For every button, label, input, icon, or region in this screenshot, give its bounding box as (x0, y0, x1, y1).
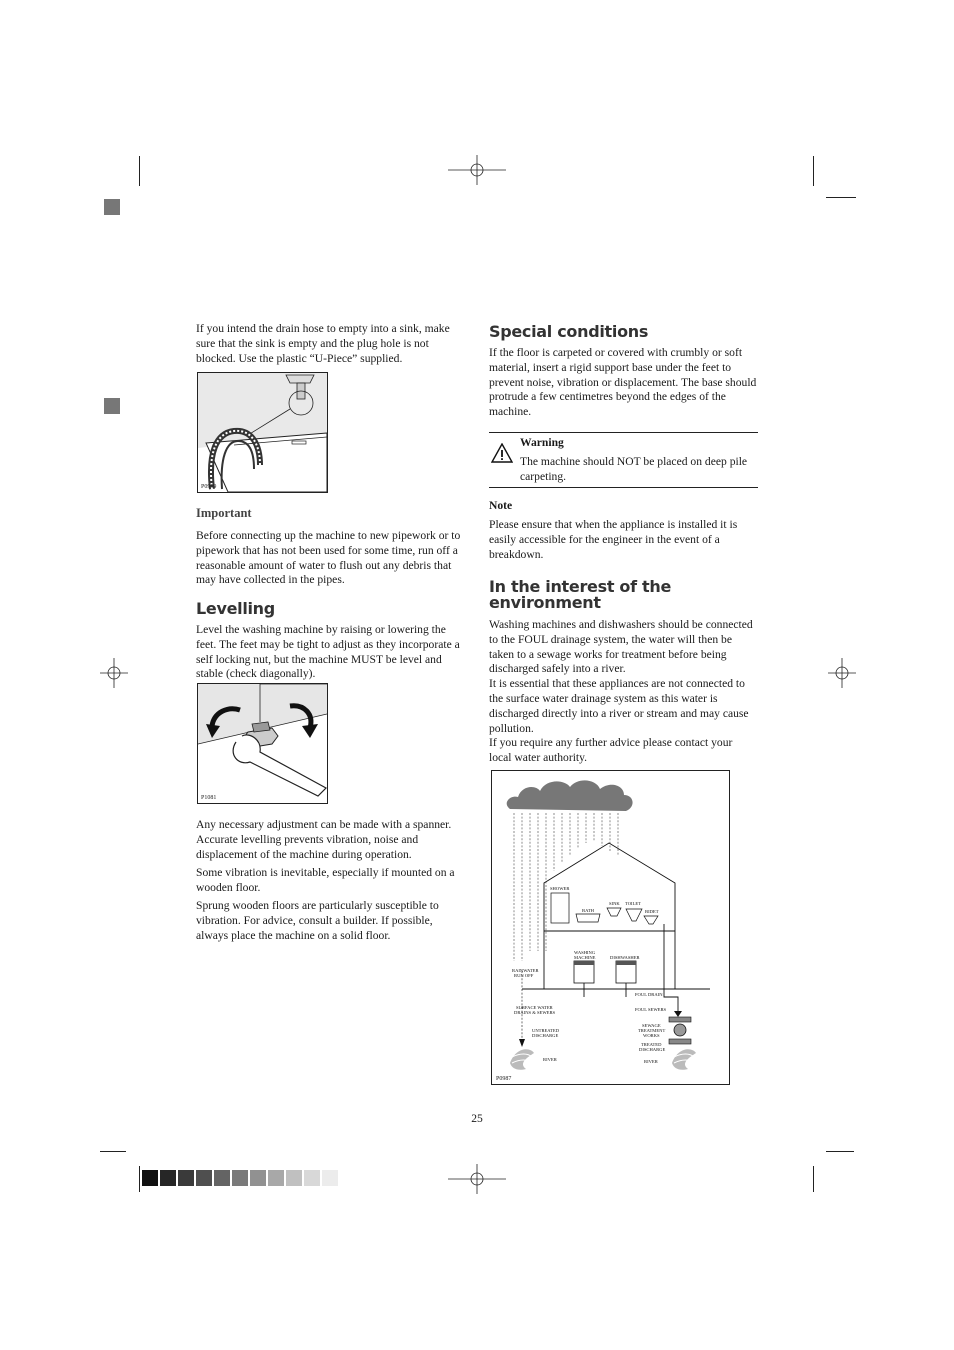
label-treated-1: TREATED (641, 1042, 662, 1047)
label-rainwater-2: RUN OFF (514, 973, 534, 978)
sink-icon (607, 908, 621, 916)
label-sink: SINK (609, 901, 620, 906)
label-bath: BATH (582, 908, 594, 913)
vibration-paragraph: Some vibration is inevitable, especially if mounted on a wooden floor. (196, 866, 455, 894)
important-paragraph: Before connecting up the machine to new pipework or to pipework that has not been used for some time, run off a reasonable amount of water to flush out any debris that may have collected in the pipes. (196, 529, 461, 587)
label-untreated-2: DISCHARGE (532, 1033, 559, 1038)
label-surface-water-1: SURFACE WATER (516, 1005, 553, 1010)
note-paragraph: Please ensure that when the appliance is installed it is easily accessible for the engineer in the event of a breakdown. (489, 518, 738, 561)
warning-box (489, 432, 758, 488)
label-sewage-3: WORKS (643, 1033, 660, 1038)
label-toilet: TOILET (625, 901, 641, 906)
label-river-left: RIVER (543, 1057, 557, 1062)
print-marker-square (104, 199, 120, 215)
label-river-right: RIVER (644, 1059, 658, 1064)
special-conditions-heading: Special conditions (489, 322, 649, 341)
important-heading: Important (196, 506, 252, 520)
sewage-works-icon (674, 1024, 686, 1036)
label-bidet: BIDET (645, 909, 659, 914)
registration-mark-top (448, 155, 506, 185)
label-washing-machine-2: MACHINE (574, 955, 596, 960)
color-swatch (304, 1170, 320, 1186)
label-treated-2: DISCHARGE (639, 1047, 666, 1052)
color-swatch (322, 1170, 338, 1186)
color-swatch (286, 1170, 302, 1186)
shower-icon (551, 893, 569, 923)
color-swatch (142, 1170, 158, 1186)
registration-mark-left (100, 658, 128, 688)
warning-triangle-icon (491, 443, 513, 463)
registration-mark-right (828, 658, 856, 688)
registration-mark-bottom (448, 1164, 506, 1194)
color-swatch (232, 1170, 248, 1186)
color-swatch (268, 1170, 284, 1186)
levelling-paragraph: Level the washing machine by raising or lowering the feet. The feet may be tight to adjust as they incorporate a self locking nut, but the machine MUST be level and stable (check diagonally). (196, 623, 460, 681)
label-sewage-1: SEWAGE (642, 1023, 661, 1028)
environment-paragraph-1: Washing machines and dishwashers should be connected to the FOUL drainage system, the water will then be taken to a sewage works for treatment before being discharged safely into a river. (489, 618, 753, 676)
wooden-floor-paragraph: Sprung wooden floors are particularly susceptible to vibration. For advice, consult a builder. If possible, always place the machine on a solid floor. (196, 899, 439, 942)
figure-spanner-levelling (197, 683, 328, 804)
label-sewage-2: TREATMENT (638, 1028, 666, 1033)
label-foul-drain: FOUL DRAIN (635, 992, 663, 997)
levelling-heading: Levelling (196, 599, 275, 618)
environment-heading-line1: In the interest of the (489, 577, 672, 596)
print-marker-square (104, 398, 120, 414)
environment-paragraph-3: If you require any further advice please contact your local water authority. (489, 736, 733, 765)
environment-text (489, 618, 757, 766)
label-shower: SHOWER (550, 886, 570, 891)
color-swatch (250, 1170, 266, 1186)
label-dishwasher: DISHWASHER (610, 955, 640, 960)
figure-sink-hose (197, 372, 328, 493)
label-rainwater-1: RAINWATER (512, 968, 539, 973)
environment-heading-line2: environment (489, 593, 601, 612)
environment-heading (489, 579, 671, 611)
warning-text: The machine should NOT be placed on deep pile carpeting. (520, 455, 748, 483)
environment-paragraph-2: It is essential that these appliances are not connected to the surface water drainage system as this water is discharged directly into a river or stream and may cause pollution. (489, 677, 749, 735)
figure-code: P1081 (201, 795, 217, 801)
special-conditions-paragraph: If the floor is carpeted or covered with crumbly or soft material, insert a rigid support base under the feet to prevent noise, vibration or displacement. The base should protrude a few centimetres beyond the edges of the machine. (489, 346, 757, 419)
warning-title: Warning (520, 436, 564, 449)
bath-icon (576, 914, 600, 922)
intro-paragraph: If you intend the drain hose to empty into a sink, make sure that the sink is empty and the plug hole is not blocked. Use the plastic “U-Piece” supplied. (196, 322, 450, 365)
toilet-icon (626, 909, 642, 921)
figure-drainage-diagram (491, 770, 730, 1085)
river-right-icon (672, 1049, 696, 1069)
river-left-icon (510, 1049, 534, 1069)
color-swatch (214, 1170, 230, 1186)
adjustment-paragraph: Any necessary adjustment can be made with a spanner. Accurate levelling prevents vibration, noise and displacement of the machine during operation. (196, 818, 452, 861)
label-foul-sewers: FOUL SEWERS (635, 1007, 667, 1012)
label-untreated-1: UNTREATED (532, 1028, 560, 1033)
bidet-icon (644, 916, 658, 924)
color-swatch (160, 1170, 176, 1186)
page-number: 25 (471, 1112, 483, 1125)
rain-cloud-icon (507, 780, 633, 811)
figure-code: P0959 (201, 484, 217, 490)
color-swatch (196, 1170, 212, 1186)
color-swatch (178, 1170, 194, 1186)
label-washing-machine-1: WASHING (574, 950, 596, 955)
label-surface-water-2: DRAINS & SEWERS (514, 1010, 556, 1015)
figure-code: P0987 (496, 1076, 512, 1082)
note-title: Note (489, 499, 513, 512)
